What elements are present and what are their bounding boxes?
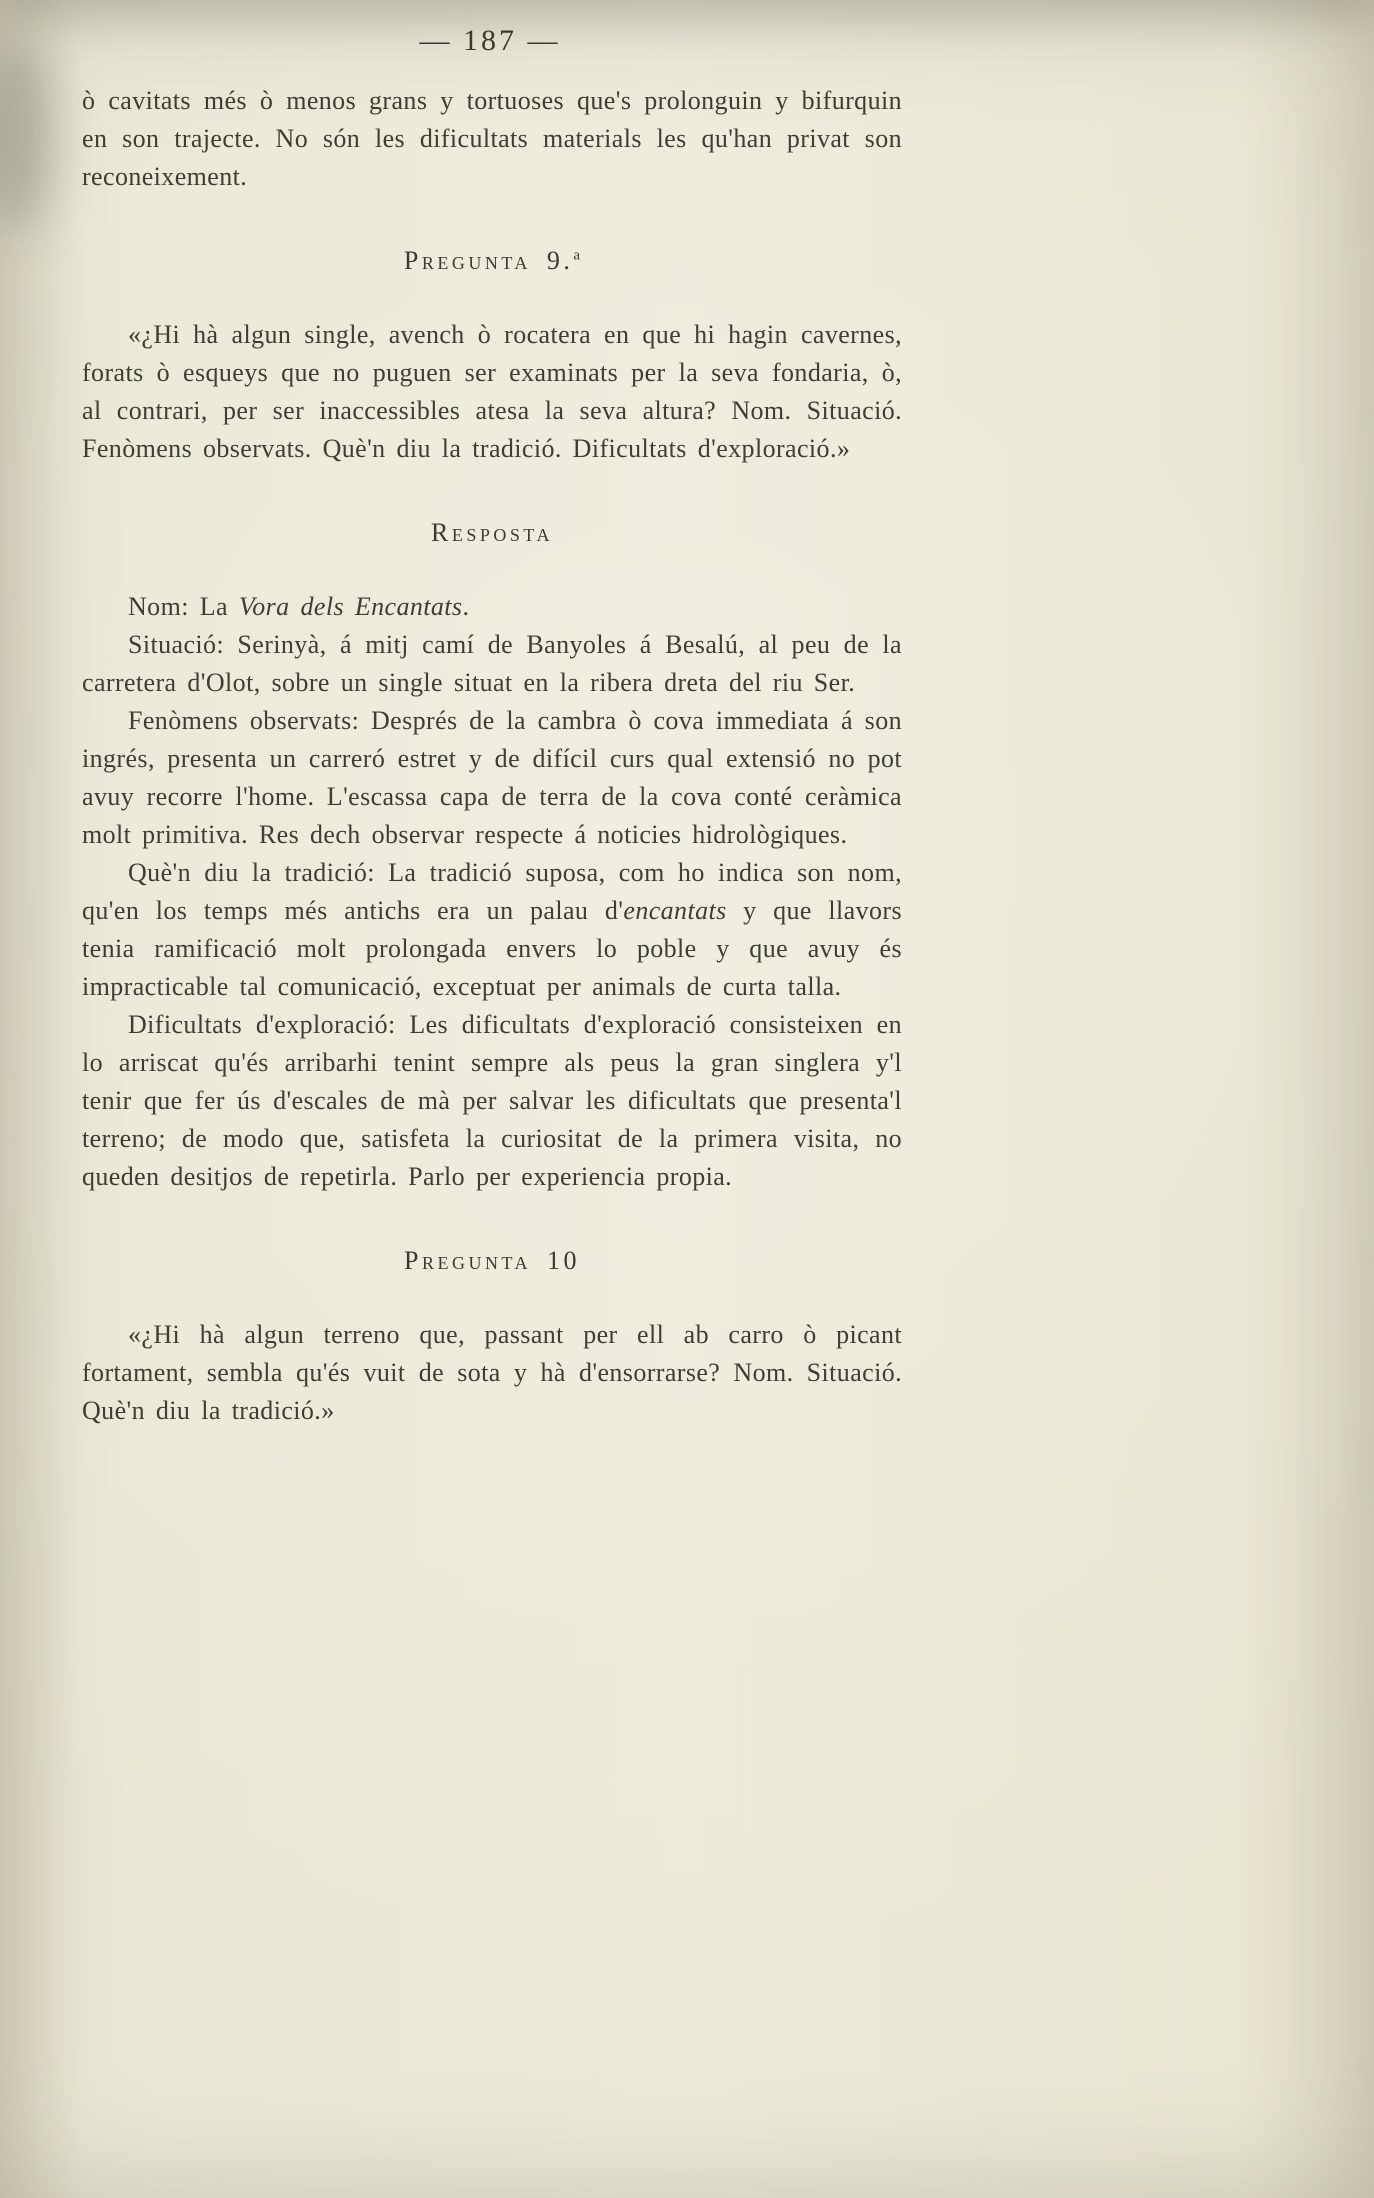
section-heading	[82, 1246, 902, 1276]
paragraph	[82, 588, 902, 626]
paragraph-text: y que llavors tenia ramificació molt prolongada envers lo poble y que avuy és impracticable tal comunicació, exceptuat per animals de curta talla.	[82, 896, 902, 1001]
paragraph-text: .	[462, 592, 470, 621]
paragraph-text: Situació: Serinyà, á mitj camí de Banyoles á Besalú, al peu de la carretera d'Olot, sobre un single situat en la ribera dreta del riu Ser.	[82, 630, 902, 697]
paragraph-text: Què'n diu la tradició: La tradició suposa, com ho indica son nom, qu'en los temps més antichs era un palau d'	[82, 858, 902, 925]
paragraph-text: Nom: La	[128, 592, 239, 621]
paragraph-text-italic: Vora dels Encantats	[238, 592, 463, 621]
section-heading-text: Resposta	[431, 518, 553, 547]
paragraph	[82, 1006, 902, 1196]
section-heading-text: Pregunta 10	[403, 1246, 580, 1275]
paragraph-text: Dificultats d'exploració: Les dificultats d'exploració consisteixen en lo arriscat qu'és arribarhi tenint sempre als peus la gran singlera y'l tenir que fer ús d'escales de mà per salvar les dificultats que presenta'l terreno; de modo que, satisfeta la curiositat de la primera visita, no queden desitjos de repetirla. Parlo per experiencia propia.	[82, 1010, 902, 1191]
paragraph-text: «¿Hi hà algun single, avench ò rocatera en que hi hagin cavernes, forats ò esqueys que no puguen ser examinats per la seva fondaria, ò, al contrari, per ser inaccessibles atesa la seva altura? Nom. Situació. Fenòmens observats. Què'n diu la tradició. Dificultats d'exploració.»	[82, 320, 902, 463]
section-heading-text: Pregunta 9.	[403, 246, 574, 275]
paragraph	[82, 1316, 902, 1430]
paragraph	[82, 854, 902, 1006]
paragraph-text-italic: encantats	[623, 896, 727, 925]
scan-smudge-top	[0, 0, 1374, 20]
paragraph-text: Fenòmens observats: Després de la cambra ò cova immediata á son ingrés, presenta un carreró estret y de difícil curs qual extensió no pot avuy recorre l'home. L'escassa capa de terra de la cova conté ceràmica molt primitiva. Res dech observar respecte á noticies hidrològiques.	[82, 706, 902, 849]
page-content	[82, 82, 902, 1430]
scan-smudge-left	[0, 40, 52, 230]
paragraph-text: «¿Hi hà algun terreno que, passant per ell ab carro ò picant fortament, sembla qu'és vuit de sota y hà d'ensorrarse? Nom. Situació. Què'n diu la tradició.»	[82, 1320, 902, 1425]
paragraph	[82, 626, 902, 702]
paragraph	[82, 702, 902, 854]
section-heading	[82, 246, 902, 276]
page-number: — 187 —	[419, 24, 561, 57]
section-heading	[82, 518, 902, 548]
paragraph-text: ò cavitats més ò menos grans y tortuoses que's prolonguin y bifurquin en son trajecte. No són les dificultats materials les qu'han privat son reconeixement.	[82, 86, 902, 191]
heading-superscript: a	[573, 247, 581, 264]
page-header	[80, 24, 900, 58]
paragraph	[82, 316, 902, 468]
paragraph	[82, 82, 902, 196]
